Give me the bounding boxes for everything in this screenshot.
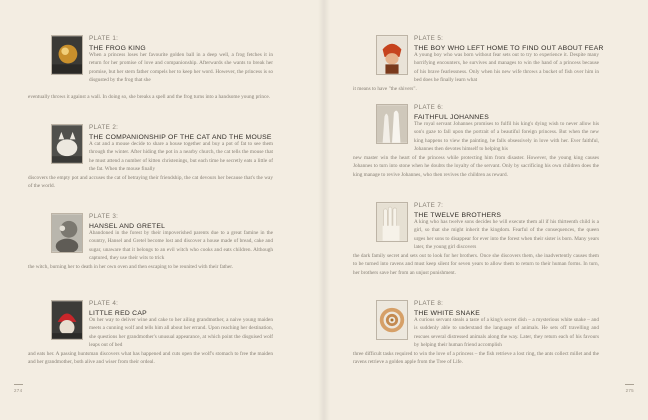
boy-figure-icon [376, 35, 408, 75]
plate-description-continued: eventually throws it against a wall. In doing so, she breaks a spell and the frog turns into a handsome young prince. [28, 94, 271, 100]
plate-number: PLATE 1: [89, 35, 119, 42]
plate-number: PLATE 3: [89, 213, 119, 220]
plate-description: On her way to deliver wine and cake to her ailing grandmother, a naive young maiden meets a cunning wolf and tells him all about her errand. Upon reaching her destination, she questions her grandmother's unusual appearance, at which point the disguised wolf leaps out of bed [89, 317, 273, 348]
plate-number: PLATE 8: [414, 300, 444, 307]
white-hands-icon [376, 104, 408, 144]
plate-description-continued: the dark family secret and sets out to look for her brothers. Once she discovers them, she inadvertently causes them to be turned into ravens and must keep silent for seven years to allow them to return to their human forms. In turn, her brothers save her from an unjust punishment. [353, 253, 599, 276]
plate-description-continued: the witch, burning her to death in her own oven and then escaping to be reunited with their father. [28, 264, 233, 270]
plate-description: When a princess loses her favourite golden ball in a deep well, a frog fetches it in return for her promise of love and companionship. Afterwards she wants to break her promise, but her stern father compels her to keep her word. However, the princess is so disgusted by the frog that she [89, 52, 273, 83]
plate-number: PLATE 7: [414, 202, 444, 209]
plate-title: THE WHITE SNAKE [414, 309, 481, 317]
plate-number: PLATE 4: [89, 300, 119, 307]
plate-title: HANSEL AND GRETEL [89, 222, 166, 230]
folio-left [14, 384, 23, 393]
plate-description-continued: three difficult tasks required to win the love of a princess – the fish retrieve a lost ring, the ants collect millet and the ravens retrieve a golden apple from the Tree of Life. [353, 351, 599, 366]
plate-description-continued: new master win the heart of the princess while protecting him from disaster. However, the young king causes Johannes to turn into stone when he doubts the loyalty of the servant. Only by sacrificing his own children does the king manage to revive Johannes, who then revives the children as reward. [353, 155, 599, 178]
page-number: 275 [625, 387, 634, 393]
plate-description-continued: discovers the empty pot and accuses the cat of betraying their friendship, the cat devours her because that's the way of the world. [28, 175, 273, 190]
plate-number: PLATE 6: [414, 104, 444, 111]
plate-description: A curious servant steals a taste of a king's secret dish – a mysterious white snake – and is suddenly able to understand the language of animals. He sets off travelling and rescues several distressed animals along the way. Later, they return each of his favours by helping their human friend accomplish [414, 317, 599, 348]
plate-description: A king who has twelve sons decides he will execute them all if his thirteenth child is a girl, so that she might inherit the kingdom. Fearful of the consequences, the queen urges her sons to disappear for ever into the forest when their sister is born. Many years later, the young girl discovers [414, 219, 599, 250]
plate-description-continued: and eats her. A passing huntsman discovers what has happened and cuts open the wolf's stomach to free the maiden and her grandmother, both alive and wiser from their ordeal. [28, 351, 273, 366]
plate-description: Abandoned in the forest by their impoverished parents due to a great famine in the country, Hansel and Gretel become lost and discover a house made of bread, cake and sugar, unaware that it belongs to an evil witch who cooks and eats children. Although captured, they use their wits to trick [89, 230, 273, 261]
plate-title: FAITHFUL JOHANNES [414, 113, 489, 121]
plate-description-continued: it means to have "the shivers". [353, 86, 417, 92]
coiled-snake-icon [376, 300, 408, 340]
plate-title: THE COMPANIONSHIP OF THE CAT AND THE MOUSE [89, 133, 272, 141]
hand-figure-icon [376, 202, 408, 242]
plate-title: THE TWELVE BROTHERS [414, 211, 502, 219]
right-page [324, 0, 648, 420]
plate-title: THE FROG KING [89, 44, 146, 52]
plate-number: PLATE 2: [89, 124, 119, 131]
plate-description: A cat and a mouse decide to share a house together and buy a pot of fat to see them through the winter. After hiding the pot in a nearby church, the cat tells the mouse that he must attend a number of kitten christenings, but each time he secretly eats a little of the fat. When the mouse finally [89, 141, 273, 172]
folio-rule [625, 384, 634, 385]
plate-description: The royal servant Johannes promises to fulfil his king's dying wish to never allow his son's gaze to fall upon the portrait of a beautiful foreign princess. But when the new king happens to view the painting, he falls obsessively in love with her. Ever faithful, Johannes then devotes himself to helping his [414, 121, 599, 152]
folio-right [625, 384, 634, 393]
plate-number: PLATE 5: [414, 35, 444, 42]
folio-rule [14, 384, 23, 385]
page-number: 274 [14, 387, 23, 393]
plate-title: LITTLE RED CAP [89, 309, 147, 317]
golden-ball-icon [51, 35, 83, 75]
plate-title: THE BOY WHO LEFT HOME TO FIND OUT ABOUT FEAR [414, 44, 604, 52]
child-figure-icon [51, 213, 83, 253]
red-cap-icon [51, 300, 83, 340]
cat-figure-icon [51, 124, 83, 164]
plate-description: A young boy who was born without fear sets out to try to experience it. Despite many horrifying encounters, he survives and manages to win the hand of a princess because of his brave fearlessness. Only when his new wife throws a bucket of fish over him in bed does he finally learn what [414, 52, 599, 83]
